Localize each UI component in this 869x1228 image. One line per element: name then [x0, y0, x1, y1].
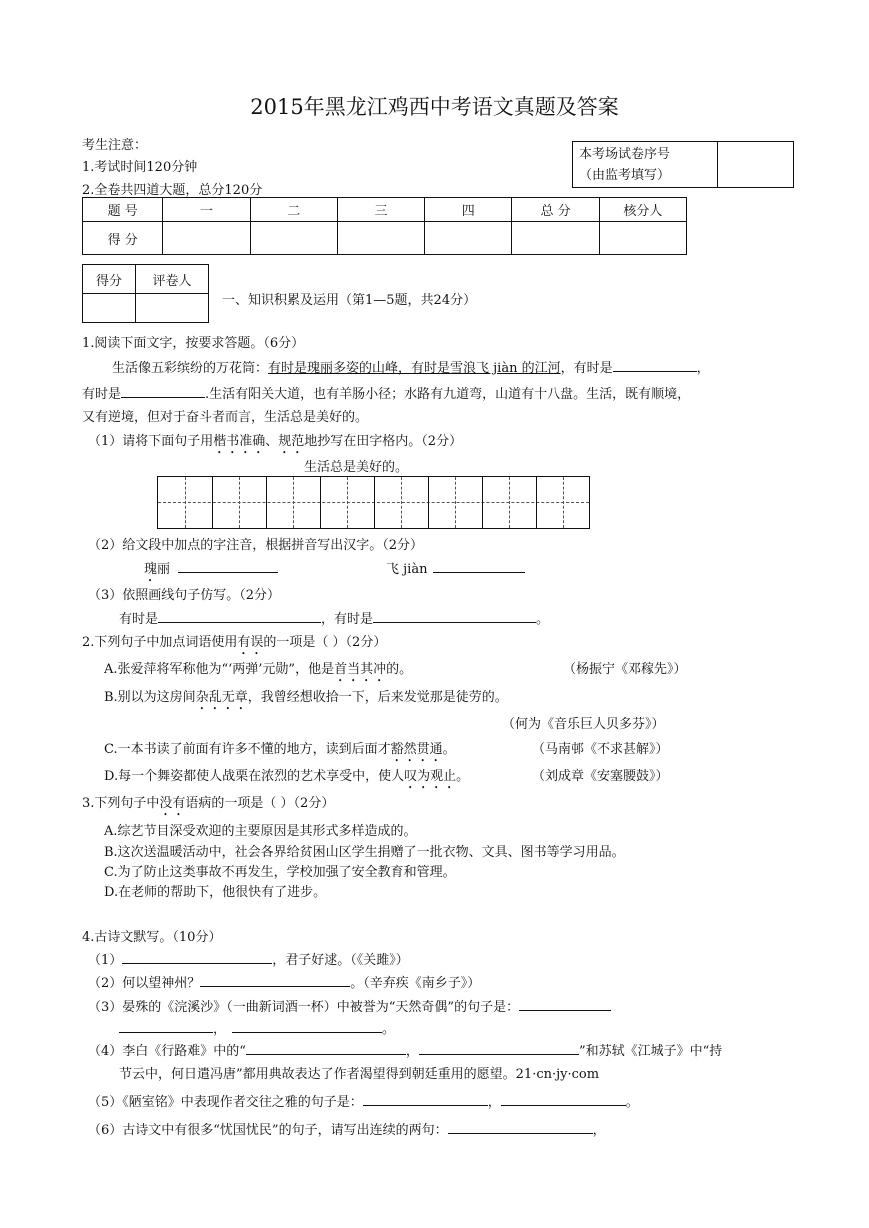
- grader-box: [82, 264, 209, 323]
- tianzi-grid[interactable]: [157, 476, 590, 529]
- grid-dash: [185, 477, 186, 528]
- q1-passage-line-1: [112, 357, 710, 376]
- blank-line[interactable]: [501, 1092, 626, 1106]
- dotted-text: 楷书准确、规范: [213, 434, 305, 449]
- underlined-sentence: 有时是瑰丽多姿的山峰，有时是雪浪飞 jiàn 的江河: [268, 361, 561, 376]
- serial-number-box: [572, 141, 794, 188]
- sub-text: 丽: [157, 562, 171, 577]
- option-text: 。: [442, 742, 456, 757]
- blank-line[interactable]: [519, 997, 611, 1011]
- option-text: D.每一个舞姿都使人战栗在浓烈的艺术享受中，使人: [104, 769, 405, 784]
- sub-text: 。: [536, 612, 550, 627]
- q1-sub1: [88, 430, 462, 457]
- passage-text: 生活像五彩缤纷的万花筒：: [112, 361, 269, 376]
- dotted-text: 没有: [159, 796, 186, 811]
- grader-score-cell[interactable]: [83, 294, 136, 323]
- score-cell[interactable]: [599, 222, 686, 255]
- dotted-text: 首当其冲: [334, 662, 387, 677]
- q1-stem: 1.阅读下面文字，按要求答题。（6分）: [82, 336, 305, 351]
- grader-name-cell[interactable]: [136, 294, 209, 323]
- q3-stem: [82, 792, 334, 819]
- stem-text: 的一项是（ ）（2分）: [263, 635, 387, 650]
- score-cell[interactable]: [163, 222, 250, 255]
- score-header-4: 四: [425, 198, 512, 222]
- grader-score-label: 得分: [83, 265, 136, 294]
- serial-label-1: 本考场试卷序号: [579, 146, 671, 162]
- option-text: C.一本书读了前面有许多不懂的地方，读到后面才: [104, 742, 391, 757]
- item-text: （5）《陋室铭》中表现作者交往之雅的句子是：: [88, 1095, 363, 1110]
- item-text: ，: [592, 1123, 606, 1138]
- sub-text: 地抄写在田字格内。（2分）: [304, 434, 463, 449]
- score-header-2: 二: [250, 198, 337, 222]
- blank-line[interactable]: [246, 1041, 406, 1055]
- grid-divider: [212, 477, 213, 528]
- grid-divider: [320, 477, 321, 528]
- item-text: （2）何以望神州？: [88, 976, 201, 991]
- section-1-title: 一、知识积累及运用（第1—5题，共24分）: [222, 293, 477, 308]
- sub-text: 有时是: [119, 612, 159, 627]
- grid-dash: [455, 477, 456, 528]
- blank-line[interactable]: [122, 950, 272, 964]
- item-text: 。（辛弃疾《南乡子》）: [350, 976, 481, 991]
- item-text: （1）: [88, 953, 123, 968]
- option-text: ，我曾经想收拾一下，后来发觉那是徒劳的。: [247, 690, 508, 705]
- item-text: ，: [213, 1022, 227, 1037]
- q1-passage-line-3: 又有逆境，但对于奋斗者而言，生活总是美好的。: [82, 410, 369, 425]
- q2-option-a-source: （杨振宁《邓稼先》）: [563, 662, 687, 677]
- score-header-checker: 核分人: [599, 198, 686, 222]
- option-text: 的。: [386, 662, 413, 677]
- score-cell[interactable]: [512, 222, 599, 255]
- q3-option-d: D.在老师的帮助下，他很快有了进步。: [104, 885, 327, 900]
- notice-line-1: 1.考试时间120分钟: [82, 160, 198, 175]
- blank-line[interactable]: [433, 559, 525, 573]
- q1-sub2: （2）给文段中加点的字注音，根据拼音写出汉字。（2分）: [88, 538, 424, 553]
- notice-line-2: 2.全卷共四道大题，总分120分: [82, 183, 263, 198]
- q2-option-d-source: （刘成章《安塞腰鼓》）: [532, 769, 669, 784]
- item-text: （4）李白《行路难》中的“: [88, 1044, 246, 1059]
- q2-option-c-source: （马南邨《不求甚解》）: [532, 742, 669, 757]
- blank-line[interactable]: [119, 1019, 213, 1033]
- q1-passage-line-2: [82, 383, 690, 402]
- q4-item-5: [88, 1091, 639, 1110]
- dotted-text: 叹为观止: [404, 769, 457, 784]
- score-header-1: 一: [163, 198, 250, 222]
- q2-option-b: [104, 686, 508, 713]
- q2-option-b-source: （何为《音乐巨人贝多芬》）: [502, 717, 665, 732]
- grid-dash: [401, 477, 402, 528]
- dotted-char: 瑰: [144, 562, 158, 577]
- q1-sub2-word-1: [144, 558, 278, 585]
- q1-sub2-word-2: [386, 558, 525, 577]
- score-header-label: 题 号: [83, 198, 163, 222]
- grid-divider: [536, 477, 537, 528]
- blank-line[interactable]: [200, 973, 350, 987]
- item-text: 。: [382, 1022, 396, 1037]
- item-text: （6）古诗文中有很多“忧国忧民”的句子，请写出连续的两句：: [88, 1123, 448, 1138]
- q4-item-3-cont: [119, 1018, 395, 1037]
- sub-text: （1）请将下面句子用: [88, 434, 214, 449]
- q4-item-1: [88, 949, 409, 968]
- q3-option-a: A.综艺节目深受欢迎的主要原因是其形式多样造成的。: [104, 824, 417, 839]
- option-text: B.别以为这房间: [104, 690, 196, 705]
- blank-line[interactable]: [419, 1041, 579, 1055]
- item-text: ”和苏轼《江城子》中“持: [578, 1044, 723, 1059]
- grid-dash: [347, 477, 348, 528]
- blank-line[interactable]: [373, 609, 536, 623]
- item-text: 。: [625, 1095, 639, 1110]
- blank-line[interactable]: [363, 1092, 488, 1106]
- score-cell[interactable]: [337, 222, 424, 255]
- q1-sub3: （3）依照画线句子仿写。（2分）: [88, 588, 281, 603]
- item-text: ，: [405, 1044, 419, 1059]
- copy-sentence: 生活总是美好的。: [304, 460, 409, 475]
- stem-text: 语病的一项是（ ）（2分）: [185, 796, 335, 811]
- q2-option-a: [104, 658, 412, 685]
- passage-text: ，有时是: [560, 361, 613, 376]
- score-cell[interactable]: [425, 222, 512, 255]
- q4-item-6: [88, 1119, 606, 1138]
- score-header-total: 总 分: [512, 198, 599, 222]
- score-cell[interactable]: [250, 222, 337, 255]
- sub-text: 飞 jiàn: [386, 562, 428, 577]
- passage-text: ，: [696, 361, 710, 376]
- grader-name-label: 评卷人: [136, 265, 209, 294]
- sub-text: ，有时是: [321, 612, 374, 627]
- q4-item-4-cont: 节云中，何日遣冯唐”都用典故表达了作者渴望得到朝廷重用的愿望。21·cn·jy·com: [119, 1067, 600, 1082]
- q4-item-3: [88, 996, 611, 1015]
- grid-divider: [266, 477, 267, 528]
- score-header-3: 三: [337, 198, 424, 222]
- grid-divider: [482, 477, 483, 528]
- item-text: ，君子好逑。（《关雎》）: [272, 953, 409, 968]
- score-row-label: 得 分: [83, 222, 163, 255]
- blank-line[interactable]: [121, 384, 205, 398]
- serial-label-2: （由监考填写）: [579, 167, 671, 183]
- q3-option-b: B.这次送温暖活动中，社会各界给贫困山区学生捐赠了一批衣物、文具、图书等学习用品。: [104, 845, 625, 860]
- blank-line[interactable]: [158, 609, 321, 623]
- serial-number-cell[interactable]: [718, 142, 794, 188]
- score-table: [82, 197, 687, 255]
- grid-dash: [239, 477, 240, 528]
- q1-sub3-answer: [119, 608, 549, 627]
- passage-text: 有时是: [82, 387, 122, 402]
- page-title: 2015年黑龙江鸡西中考语文真题及答案: [250, 95, 619, 119]
- q4-item-4: [88, 1040, 722, 1059]
- stem-text: 2.下列句子中加点词语使用: [82, 635, 238, 650]
- grid-dash: [293, 477, 294, 528]
- q2-option-d: [104, 765, 469, 792]
- option-text: A.张爱萍将军称他为“‘两弹’元勋”，他是: [104, 662, 335, 677]
- blank-line[interactable]: [448, 1120, 593, 1134]
- q4-stem: 4.古诗文默写。（10分）: [82, 930, 222, 945]
- q2-option-c: [104, 738, 456, 765]
- item-text: （3）晏殊的《浣溪沙》（一曲新词酒一杯）中被誉为“天然奇偶”的句子是：: [88, 1000, 520, 1015]
- q3-option-c: C.为了防止这类事故不再发生，学校加强了安全教育和管理。: [104, 865, 456, 880]
- grid-divider: [374, 477, 375, 528]
- dotted-text: 豁然贯通: [390, 742, 443, 757]
- option-text: 。: [456, 769, 470, 784]
- stem-text: 3.下列句子中: [82, 796, 160, 811]
- notice-heading: 考生注意：: [82, 138, 148, 153]
- passage-text: .生活有阳关大道，也有羊肠小径；水路有九道弯，山道有十八盘。生活，既有顺境，: [205, 387, 691, 402]
- q4-item-2: [88, 972, 480, 991]
- q2-stem: [82, 631, 386, 658]
- blank-line[interactable]: [178, 559, 278, 573]
- dotted-text: 杂乱无章: [195, 690, 248, 705]
- grid-divider: [428, 477, 429, 528]
- blank-line[interactable]: [613, 358, 697, 372]
- grid-dash: [509, 477, 510, 528]
- grid-dash: [563, 477, 564, 528]
- item-text: ，: [487, 1095, 501, 1110]
- blank-line[interactable]: [232, 1019, 382, 1033]
- dotted-text: 有误: [237, 635, 264, 650]
